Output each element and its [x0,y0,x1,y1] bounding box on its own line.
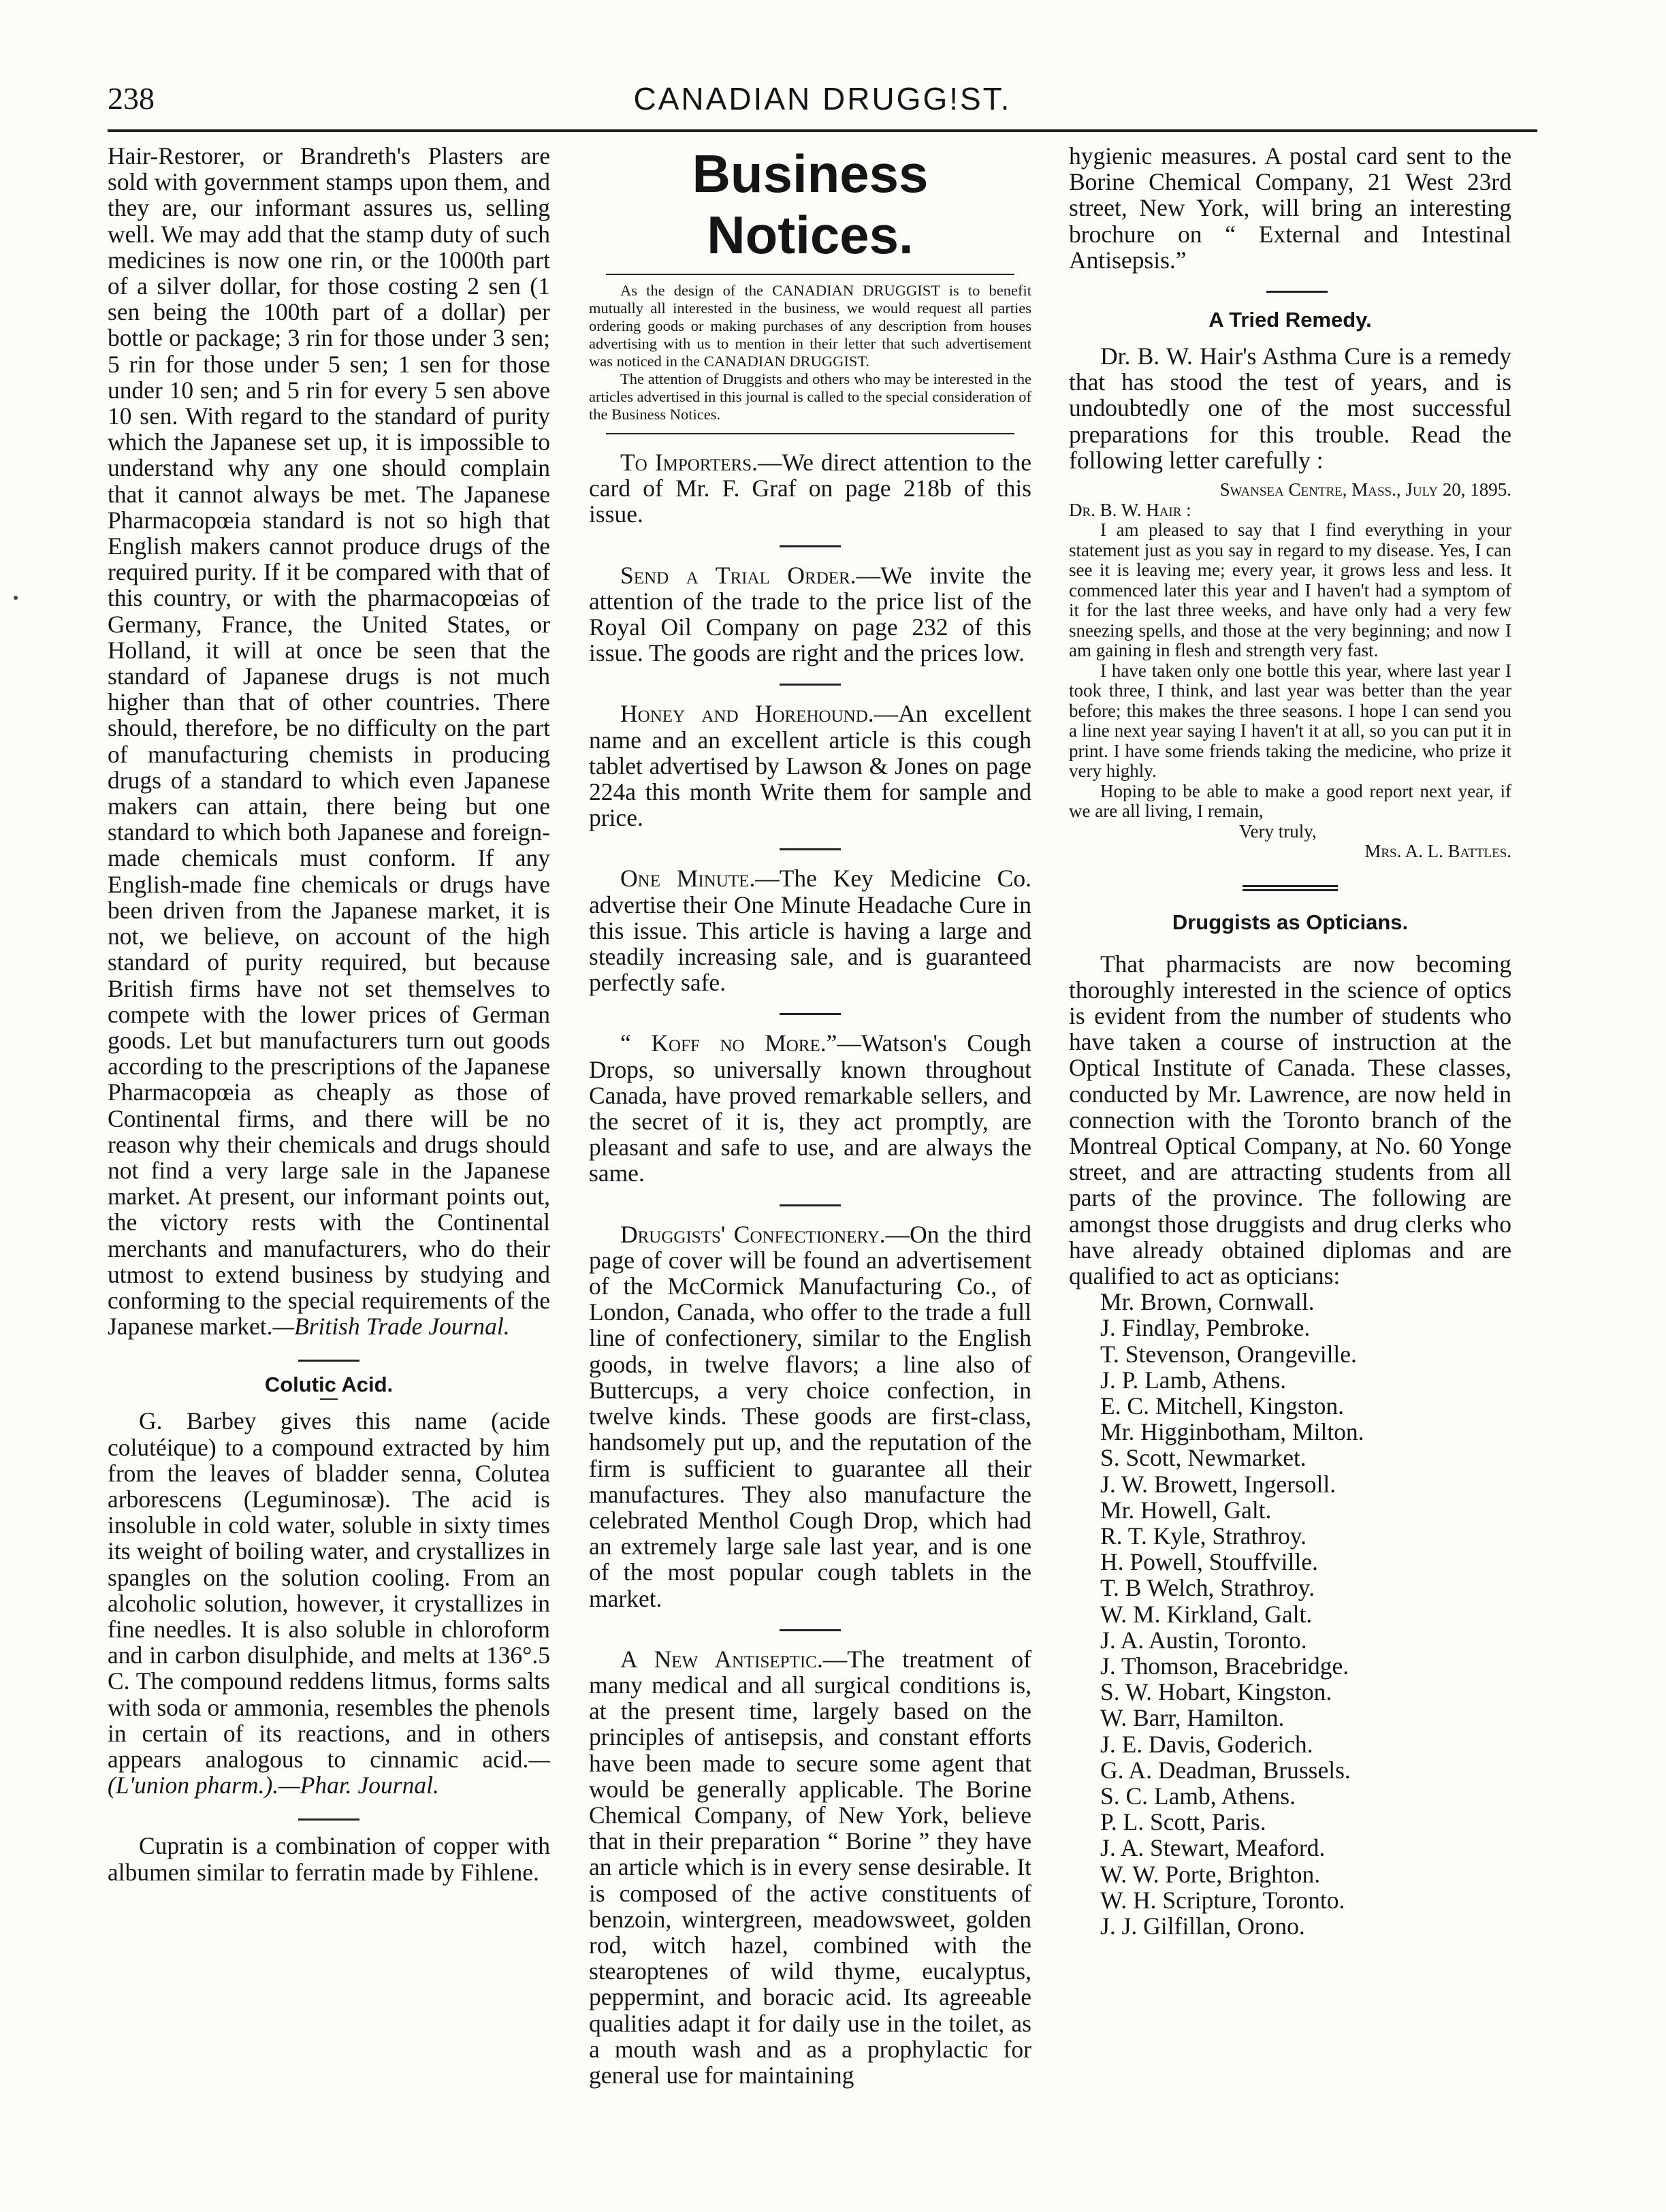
letter-dateline-text: Swansea Centre, Mass., July 20, 1895. [1219,479,1511,500]
opticians-text: That pharmacists are now becoming thoroughly interested in the science of optics is evident from the number of students who have taken a course of instruction at the Optical Institute of Canada. These classes, conducted by Mr. Lawrence, are now held in connection with the Toronto branch of the Montreal Optical Company, at No. 60 Yonge street, and are attracting students from all parts of the province. The following are amongst those druggists and drug clerks who have already obtained diplomas and are qualified to act as opticians: [1069,950,1511,1289]
optician-name: J. J. Gilfillan, Orono. [1100,1912,1305,1940]
business-notice [589,1030,1031,1186]
business-notices-title: Business Notices. [692,144,929,265]
optician-name: H. Powell, Stouffville. [1100,1548,1318,1576]
article-continuation-text: Hair-Restorer, or Brandreth's Plasters are sold with government stamps upon them, and they are, our informant assures us, selling well. We may add that the stamp duty of such medicines is now one rin, or the 1000th part of a silver dollar, for those costing 2 sen (1 sen being the 100th part of a dollar) per bottle or package; 3 rin for those under 3 sen; 5 rin for those under 5 sen; 1 sen for those under 10 sen; and 5 rin for every 5 sen above 10 sen. With regard to the standard of purity which the Japanese set up, it is impossible to understand why any one should complain that it cannot always be met. The Japanese Pharmacopœia standard is not so high that English makers cannot produce drugs of the required purity. If it be compared with that of this country, or with the pharmacopœias of Germany, France, the United States, or Holland, it will at once be seen that the standard of Japanese drugs is not much higher than that of other countries. There should, therefore, be no difficulty on the part of manufacturing chemists in producing drugs of a standard to which even Japanese makers can attain, there being but one standard to which both Japanese and foreign-made chemicals must conform. If any English-made fine chemicals or drugs have been driven from the Japanese market, it is not, we believe, on account of the high standard of purity required, but because British firms have not set themselves to compete with the lower prices of German goods. Let but manufacturers turn out goods according to the prescriptions of the Japanese Pharmacopœia as cheaply as those of Continental firms, and there will be no reason why their chemicals and drugs should not find a very large sale in the Japanese market. At present, our informant points out, the victory rests with the Continental merchants and manufacturers, who do their utmost to extend business by studying and conforming to the special requirements of the Japanese market. [108,142,550,1341]
business-notice-text: —The treatment of many medical and all surgical conditions is, at the present time, largely based on the principles of antisepsis, and constant efforts have been made to secure some agent that would be generally applicable. The Borine Chemical Company, of New York, believe that in their preparation “ Borine ” they have an article which is in every sense desirable. It is composed of the active constituents of benzoin, wintergreen, meadowsweet, golden rod, witch hazel, combined with the stearoptenes of wild thyme, eucalyptus, peppermint, and boracic acid. Its agreeable qualities adapt it for daily use in the toilet, as a mouth wash and as a prophylactic for general use for maintaining [589,1645,1031,2089]
business-notice-title: “ Koff no More.” [620,1029,837,1057]
optician-name: J. W. Browett, Ingersoll. [1100,1470,1336,1498]
optician-name: J. E. Davis, Goderich. [1100,1730,1313,1758]
colutic-acid-source: —(L'union pharm.).—Phar. Journal. [108,1745,550,1799]
business-notice [589,701,1031,831]
letter-dateline [1069,480,1511,500]
cupratin-text: Cupratin is a combination of copper with albumen similar to ferratin made by Fihlene. [108,1832,550,1886]
optician-name: S. W. Hobart, Kingston. [1100,1678,1332,1706]
business-notice-title: A New Antiseptic. [620,1645,823,1673]
business-notice-title: Send a Trial Order. [620,561,856,589]
optician-name: S. C. Lamb, Athens. [1100,1782,1296,1810]
business-notice-text: —We invite the attention of the trade to the price list of the Royal Oil Company on page 232 of this issue. The goods are right and the prices low. [589,561,1031,667]
optician-name: W. W. Porte, Brighton. [1100,1860,1321,1888]
optician-name: W. M. Kirkland, Galt. [1100,1600,1313,1628]
optician-name: P. L. Scott, Paris. [1100,1808,1266,1836]
optician-name: W. Barr, Hamilton. [1100,1704,1285,1732]
colutic-acid-text [108,1408,550,1798]
business-notice [589,865,1031,995]
margin-mark [14,596,18,600]
letter-paragraph-2: I have taken only one bottle this year, where last year I took three, I think, and last year was better than the year before; this makes the three seasons. I hope I can send you a line next year saying I haven't it at all, so you can put it in print. I have some friends taking the medicine, who prize it very highly. [1069,660,1511,782]
column-right [1069,143,1539,1939]
letter-salutation: Dr. B. W. Hair : [1069,499,1191,520]
notices-intro: As the design of the CANADIAN DRUGGIST is to benefit mutually all interested in the business, we would request all parties ordering goods or making purchases of any description from houses advertising with us to mention in their letter that such advertisement was noticed in the CANADIAN DRUGGIST. [589,282,1031,370]
optician-name: J. A. Stewart, Meaford. [1100,1834,1326,1862]
optician-name: S. Scott, Newmarket. [1100,1444,1307,1472]
optician-name: Mr. Howell, Galt. [1100,1496,1272,1524]
business-notice-text: —We direct attention to the card of Mr. F. Graf on page 218b of this issue. [589,449,1031,528]
letter-paragraph-3: Hoping to be able to make a good report next year, if we are all living, I remain, [1069,780,1511,822]
business-notice-text: —On the third page of cover will be found an advertisement of the McCormick Manufacturing Co., of London, Canada, who offer to the trade a full line of confectionery, similar to the English goods, in twelve flavors; a line also of Buttercups, a very choice confection, in twelve kinds. These goods are first-class, handsomely put up, and the reputation of the firm is sufficient to guarantee all their manufactures. They also manufacture the celebrated Menthol Cough Drop, which had an extremely large sale last year, and is one of the most popular cough tablets in the market. [589,1220,1031,1612]
business-notice [589,1646,1031,2088]
optician-names-list [1069,1289,1539,1939]
business-notice-text: —The Key Medicine Co. advertise their One Minute Headache Cure in this issue. This article is having a large and steadily increasing sale, and is guaranteed perfectly safe. [589,865,1031,997]
header-rule [108,129,1537,132]
optician-name: J. Thomson, Bracebridge. [1100,1652,1349,1680]
optician-name: Mr. Brown, Cornwall. [1100,1288,1315,1316]
letter-paragraph-1: I am pleased to say that I find everything in your statement just as you say in regard to my disease. Yes, I can see it is leaving me; every year, it grows less and less. It commenced later this year and I haven't had a symptom of it for the last three weeks, and have only had a very few sneezing spells, and those at the very beginning; and now I am gaining in flesh and strength very fast. [1069,519,1511,661]
column-left [108,143,550,1885]
article-continuation-source: —British Trade Journal. [272,1313,510,1341]
letter-closing: Very truly, [1239,820,1317,841]
column-middle [589,143,1031,2088]
business-notice-text: —Watson's Cough Drops, so universally known throughout Canada, have proved remarkable sellers, and the secret of it is, they act promptly, are pleasant and safe to use, and are always the same. [589,1029,1031,1187]
optician-name: J. P. Lamb, Athens. [1100,1366,1287,1394]
section-separator [1243,885,1338,891]
journal-title: CANADIAN DRUGG!ST. [633,81,1012,116]
antiseptic-continuation: hygienic measures. A postal card sent to the Borine Chemical Company, 21 West 23rd street, New York, will bring an interesting brochure on “ External and Intestinal Antisepsis.” [1069,142,1511,274]
notices-list [589,434,1031,2088]
optician-name: E. C. Mitchell, Kingston. [1100,1392,1344,1420]
tried-remedy-text: Dr. B. W. Hair's Asthma Cure is a remedy that has stood the test of years, and is undoubtedly one of the most successful preparations for this trouble. Read the following letter carefully : [1069,342,1511,474]
optician-name: W. H. Scripture, Toronto. [1100,1886,1345,1914]
business-notice [589,562,1031,667]
colutic-acid-body: G. Barbey gives this name (acide colutéique) to a compound extracted by him from the leaves of bladder senna, Colutea arborescens (Leguminosæ). The acid is insoluble in cold water, soluble in sixty times its weight of boiling water, and crystallizes in spangles on the solution cooling. From an alcoholic solution, however, it crystallizes in fine needles. It is also soluble in chloroform and in carbon disulphide, and melts at 136°.5 C. The compound reddens litmus, forms salts with soda or ammonia, resembles the phenols in certain of its reactions, and in others appears analogous to cinnamic acid. [108,1407,550,1773]
optician-name: G. A. Deadman, Brussels. [1100,1756,1351,1784]
business-notice-title: Honey and Horehound. [620,700,874,728]
optician-name: T. B Welch, Strathroy. [1100,1574,1315,1602]
optician-name: Mr. Higginbotham, Milton. [1100,1418,1364,1446]
notices-intro-2: The attention of Druggists and others who may be interested in the articles advertised in this journal is called to the special consideration of the Business Notices. [589,370,1031,423]
page-header [108,80,1537,121]
page-number: 238 [108,81,155,116]
business-notice-title: To Importers. [620,449,758,476]
letter-signature: Mrs. A. L. Battles. [1364,841,1511,862]
business-notice-text: —An excellent name and an excellent article is this cough tablet advertised by Lawson & Jones on page 224a this month Write them for sample and price. [589,700,1031,832]
business-notice-title: Druggists' Confectionery. [620,1220,886,1248]
colutic-acid-heading: Colutic Acid. [264,1373,394,1397]
optician-name: R. T. Kyle, Strathroy. [1100,1522,1307,1550]
business-notice-title: One Minute. [620,865,756,893]
optician-name: J. A. Austin, Toronto. [1100,1626,1307,1654]
opticians-heading: Druggists as Opticians. [1172,910,1409,934]
optician-name: J. Findlay, Pembroke. [1100,1314,1311,1342]
optician-name: T. Stevenson, Orangeville. [1100,1340,1357,1368]
article-continuation [108,143,550,1339]
tried-remedy-heading: A Tried Remedy. [1208,308,1372,332]
business-notice [589,449,1031,528]
business-notice [589,1221,1031,1612]
